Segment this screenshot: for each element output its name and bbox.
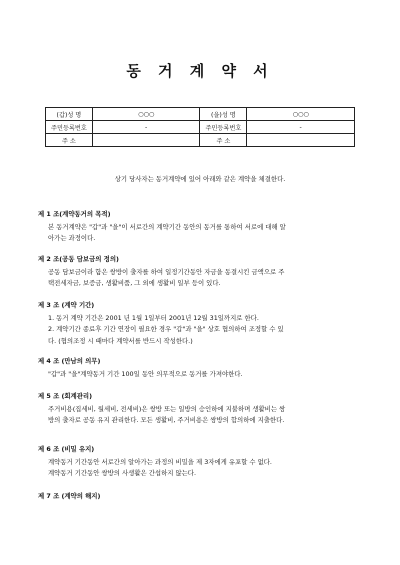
article-heading: 제 1 조(계약동거의 목적) [38, 210, 111, 218]
article-line: 공동 담보금이라 함은 쌍방이 출자를 하여 일정기간동안 자금을 동결시킨 금액으로 주 [48, 267, 285, 276]
gap-id-value: - [92, 121, 200, 134]
document-title: 동 거 계 약 서 [126, 62, 274, 80]
eul-address-label: 주 소 [200, 134, 247, 147]
article-line: 아가는 과정이다. [48, 234, 96, 242]
gap-name-value: ○○○ [92, 108, 200, 121]
table-row [46, 108, 355, 121]
gap-id-label: 주민등록번호 [46, 121, 93, 134]
article-heading: 제 3 조 (계약 기간) [38, 301, 95, 309]
eul-name-value: ○○○ [247, 108, 355, 121]
article-heading: 제 7 조 (계약의 해지) [38, 492, 101, 500]
article-heading: 제 6 조 (비밀 유지) [38, 445, 95, 453]
article-line: 계약동거 기간동안 서로간의 알아가는 과정의 비밀을 제 3자에게 유포할 수 없다. [48, 457, 272, 466]
article-line: 택전세자금, 보증금, 생활비품, 그 외에 생활비 일부 등이 있다. [48, 279, 221, 287]
eul-address-value [247, 134, 355, 147]
article-line: 계약동거 기간동안 쌍방의 사생활은 간섭하지 않는다. [48, 469, 197, 477]
article-5 [38, 391, 373, 427]
article-line: 1. 동거 계약 기간은 2001 년 1월 1일부터 2001년 12월 31일까지로 한다. [48, 313, 259, 322]
article-6 [38, 444, 373, 480]
intro-sentence: 상기 당사자는 동거계약에 있어 아래와 같은 계약을 체결한다. [114, 175, 286, 183]
parties-table [45, 107, 355, 147]
gap-name-label: (갑)성 명 [46, 108, 93, 121]
article-line: 본 동거계약은 "갑"과 "을"이 서로간의 계약기간 동안의 동거를 통하여 서로에 대해 알 [48, 222, 286, 231]
eul-id-label: 주민등록번호 [200, 121, 247, 134]
article-7 [38, 491, 373, 504]
article-3 [38, 300, 373, 347]
article-line: 방의 출자로 공동 유지 관리한다. 모든 생활비, 주거비용은 쌍방의 합의하에 지출한다. [48, 416, 285, 424]
gap-address-value [92, 134, 200, 147]
eul-name-label: (을)성 명 [200, 108, 247, 121]
article-1 [38, 209, 373, 245]
article-2 [38, 254, 373, 290]
eul-id-value: - [247, 121, 355, 134]
article-line: 주거비용(집세비, 월세비, 전세비)은 쌍방 또는 일방의 승인하에 지불하며 생활비는 쌍 [48, 404, 286, 413]
article-heading: 제 5 조 (회계관리) [38, 392, 93, 400]
article-line: "갑"과 "을"계약동거 기간 100일 동안 의무적으로 동거를 가져야한다. [48, 369, 243, 378]
article-4 [38, 356, 373, 380]
article-line: 2. 계약기간 종료후 기간 연장이 필요한 경우 "갑"과 "을" 상호 협의하여 조정할 수 있 [48, 325, 284, 333]
table-row [46, 121, 355, 134]
article-line: 다. (협의조정 시 때마다 계약서를 반드시 작성한다.) [48, 336, 193, 345]
table-row [46, 134, 355, 147]
article-heading: 제 2 조(공동 담보금의 정의) [38, 255, 119, 263]
gap-address-label: 주 소 [46, 134, 93, 147]
article-heading: 제 4 조 (만남의 의무) [38, 357, 101, 365]
